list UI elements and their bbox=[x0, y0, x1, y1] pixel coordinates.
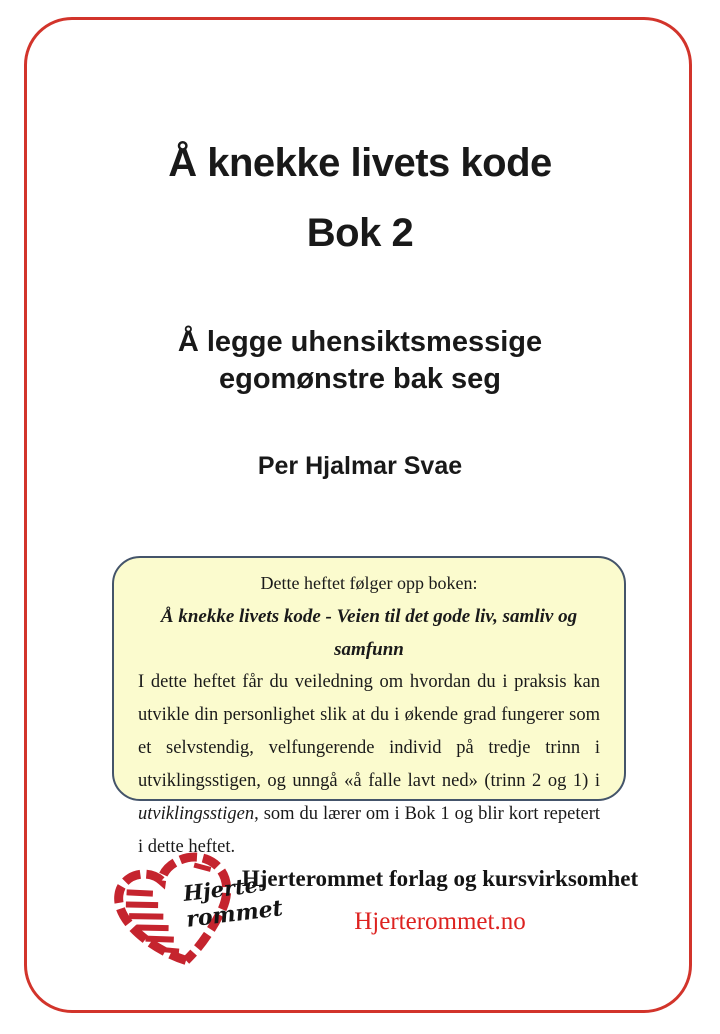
book-subtitle bbox=[0, 324, 720, 398]
info-box-body-text-2: , som du lærer om i Bok 1 og blir kort repetert i dette heftet. bbox=[138, 804, 600, 857]
info-box-intro: Dette heftet følger opp boken: bbox=[260, 573, 478, 593]
info-box-book-title: Å knekke livets kode - Veien til det gode liv, samliv og samfunn bbox=[160, 606, 578, 660]
info-box-body bbox=[138, 666, 600, 864]
book-title-line2: Bok 2 bbox=[306, 211, 414, 255]
info-box bbox=[112, 556, 626, 857]
book-title bbox=[0, 128, 720, 268]
info-box-body-italic-word: utviklingsstigen bbox=[138, 804, 255, 824]
logo-text-line1: Hjerte- bbox=[181, 870, 268, 907]
book-subtitle-line2: egomønstre bak seg bbox=[218, 363, 502, 395]
website-url: Hjerterommet.no bbox=[354, 908, 526, 935]
info-box-body-text-1: I dette heftet får du veiledning om hvordan du i praksis kan utvikle din personlighet slik at du i økende grad fungerer som et selvstendig, velfungerende individ på tredje trinn i utviklingsstigen, og unngå «å falle lavt ned» (trinn 2 og 1) i bbox=[138, 672, 600, 791]
publisher-name: Hjerterommet forlag og kursvirksomhet bbox=[241, 866, 639, 891]
logo-text-line2: rommet bbox=[184, 895, 285, 933]
footer-text-block bbox=[230, 866, 650, 936]
author-name: Per Hjalmar Svae bbox=[257, 452, 463, 480]
book-title-line1: Å knekke livets kode bbox=[168, 141, 552, 185]
book-subtitle-line1: Å legge uhensiktsmessige bbox=[177, 326, 543, 358]
